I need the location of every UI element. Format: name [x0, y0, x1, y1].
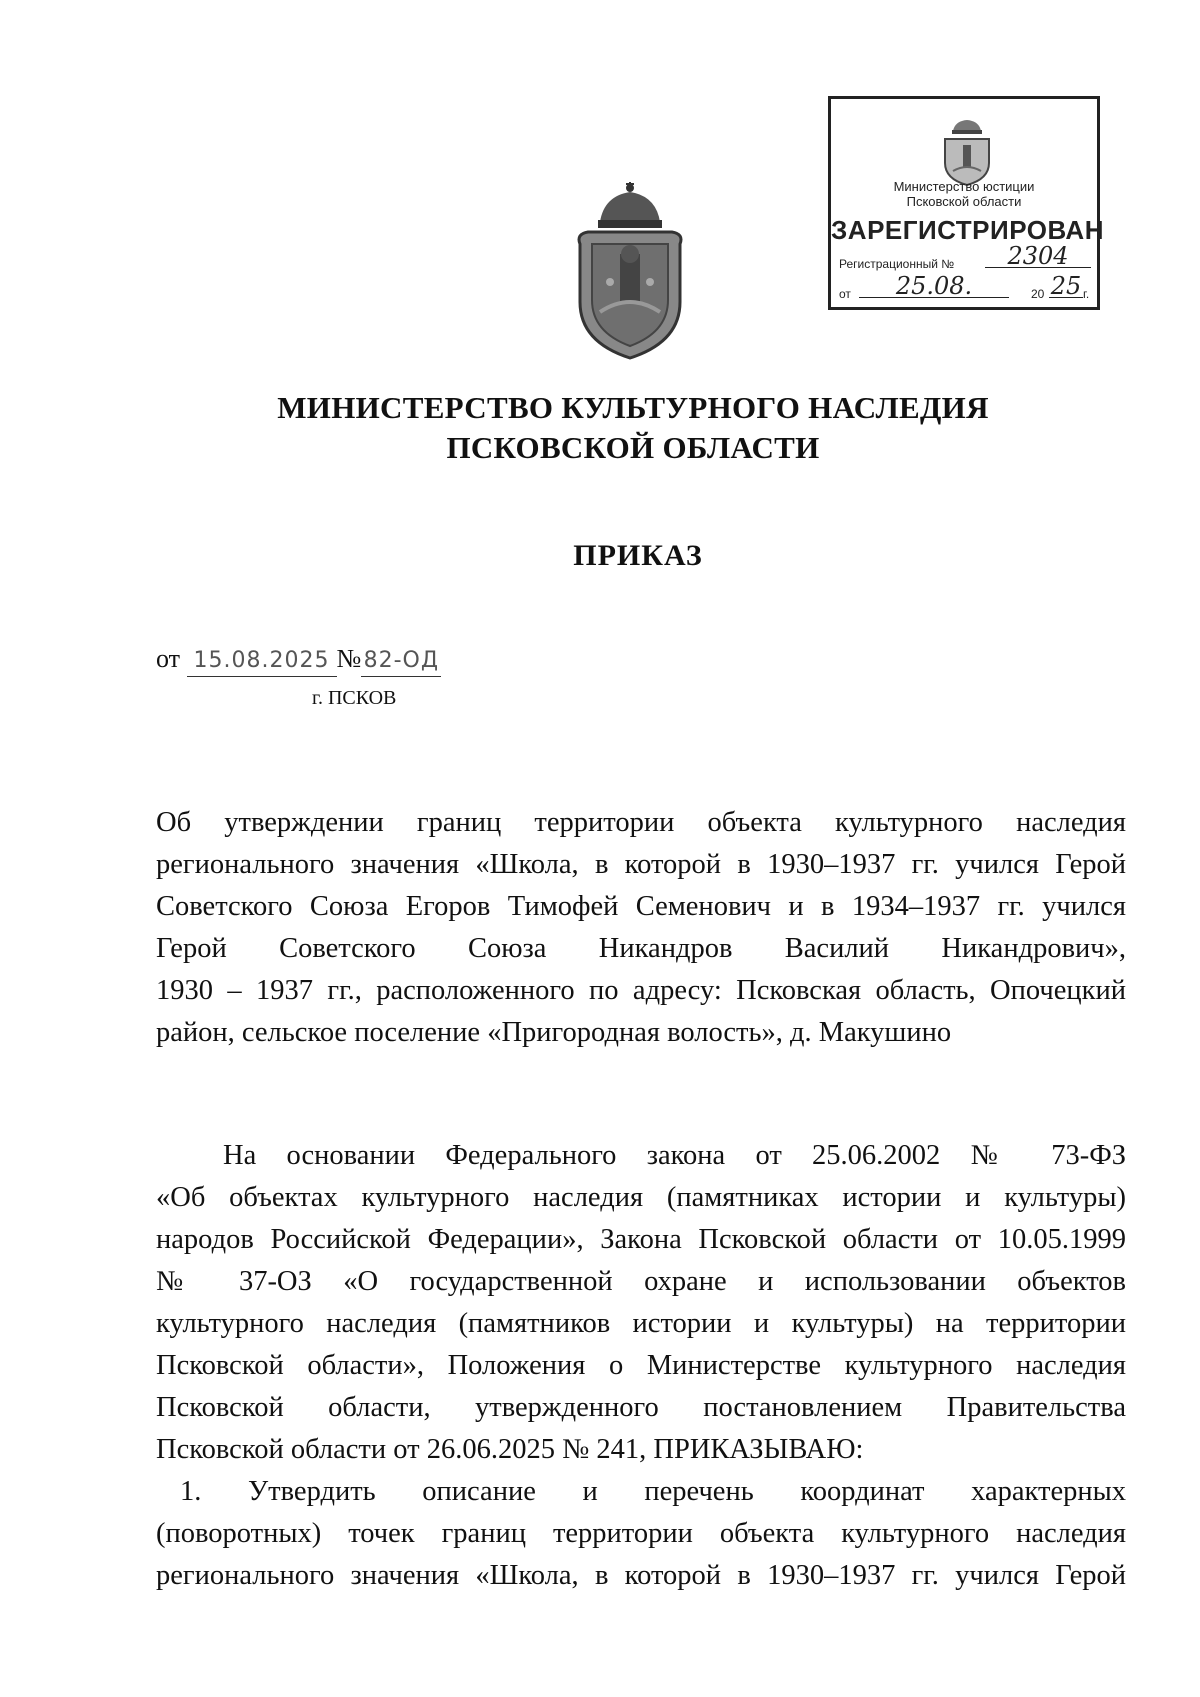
- document-type: ПРИКАЗ: [573, 539, 703, 572]
- body-line: Псковской области от 26.06.2025 № 241, ПРИКАЗЫВАЮ:: [156, 1434, 864, 1465]
- order-city: г. ПСКОВ: [312, 687, 397, 709]
- stamp-coat-of-arms-icon: [939, 117, 995, 187]
- stamp-reg-row: [839, 242, 1091, 271]
- order-from-label: от: [156, 644, 181, 673]
- stamp-agency-line2: Псковской области: [906, 194, 1022, 209]
- body-line: Псковской области», Положения о Министерстве культурного наследия: [156, 1350, 1126, 1381]
- body-line: регионального значения «Школа, в которой в 1930–1937 гг. учился Герой: [156, 1560, 1126, 1591]
- order-number: 82-ОД: [361, 646, 441, 677]
- stamp-date-row: [839, 272, 1091, 301]
- ministry-title-line1: МИНИСТЕРСТВО КУЛЬТУРНОГО НАСЛЕДИЯ: [277, 390, 989, 425]
- body-line: народов Российской Федерации», Закона Псковской области от 10.05.1999: [156, 1224, 1126, 1255]
- stamp-status: ЗАРЕГИСТРИРОВАН: [831, 215, 1104, 245]
- body-line: культурного наследия (памятников истории и культуры) на территории: [156, 1308, 1126, 1339]
- stamp-agency-line1: Министерство юстиции: [893, 179, 1035, 194]
- ministry-title-line2: ПСКОВСКОЙ ОБЛАСТИ: [446, 430, 820, 465]
- stamp-year: 25: [1050, 272, 1082, 300]
- body-line: Псковской области, утвержденного постановлением Правительства: [156, 1392, 1126, 1423]
- subject-line: Советского Союза Егоров Тимофей Семенович и в 1934–1937 гг. учился: [156, 891, 1126, 922]
- stamp-reg-label: Регистрационный №: [839, 257, 955, 271]
- order-date: 15.08.2025: [187, 646, 337, 677]
- stamp-date: 25.08.: [859, 275, 1009, 298]
- order-body: [156, 1135, 1126, 1597]
- registration-stamp: [828, 96, 1104, 310]
- subject-line: регионального значения «Школа, в которой в 1930–1937 гг. учился Герой: [156, 849, 1126, 880]
- stamp-year-prefix: 20: [1031, 287, 1045, 301]
- subject-line: район, сельское поселение «Пригородная волость», д. Макушино: [156, 1017, 952, 1048]
- body-line: № 37-ОЗ «О государственной охране и использовании объектов: [156, 1266, 1126, 1297]
- body-line: «Об объектах культурного наследия (памятниках истории и культуры): [156, 1182, 1126, 1213]
- order-subject: [156, 802, 1126, 1054]
- body-line: На основании Федерального закона от 25.06.2002 № 73-ФЗ: [223, 1140, 1126, 1171]
- stamp-year-suffix: г.: [1083, 287, 1090, 301]
- order-date-number: [156, 644, 441, 677]
- stamp-from-label: от: [839, 287, 851, 301]
- subject-line: 1930 – 1937 гг., расположенного по адресу: Псковская область, Опочецкий: [156, 975, 1126, 1006]
- ministry-title: [0, 388, 1200, 468]
- body-line: (поворотных) точек границ территории объекта культурного наследия: [156, 1518, 1126, 1549]
- body-line: 1. Утвердить описание и перечень координат характерных: [180, 1476, 1126, 1507]
- order-number-label: №: [336, 644, 362, 673]
- subject-line: Герой Советского Союза Никандров Василий Никандрович»,: [156, 933, 1126, 964]
- stamp-reg-number: 2304: [985, 245, 1091, 268]
- subject-line: Об утверждении границ территории объекта культурного наследия: [156, 807, 1126, 838]
- coat-of-arms-icon: [570, 182, 690, 362]
